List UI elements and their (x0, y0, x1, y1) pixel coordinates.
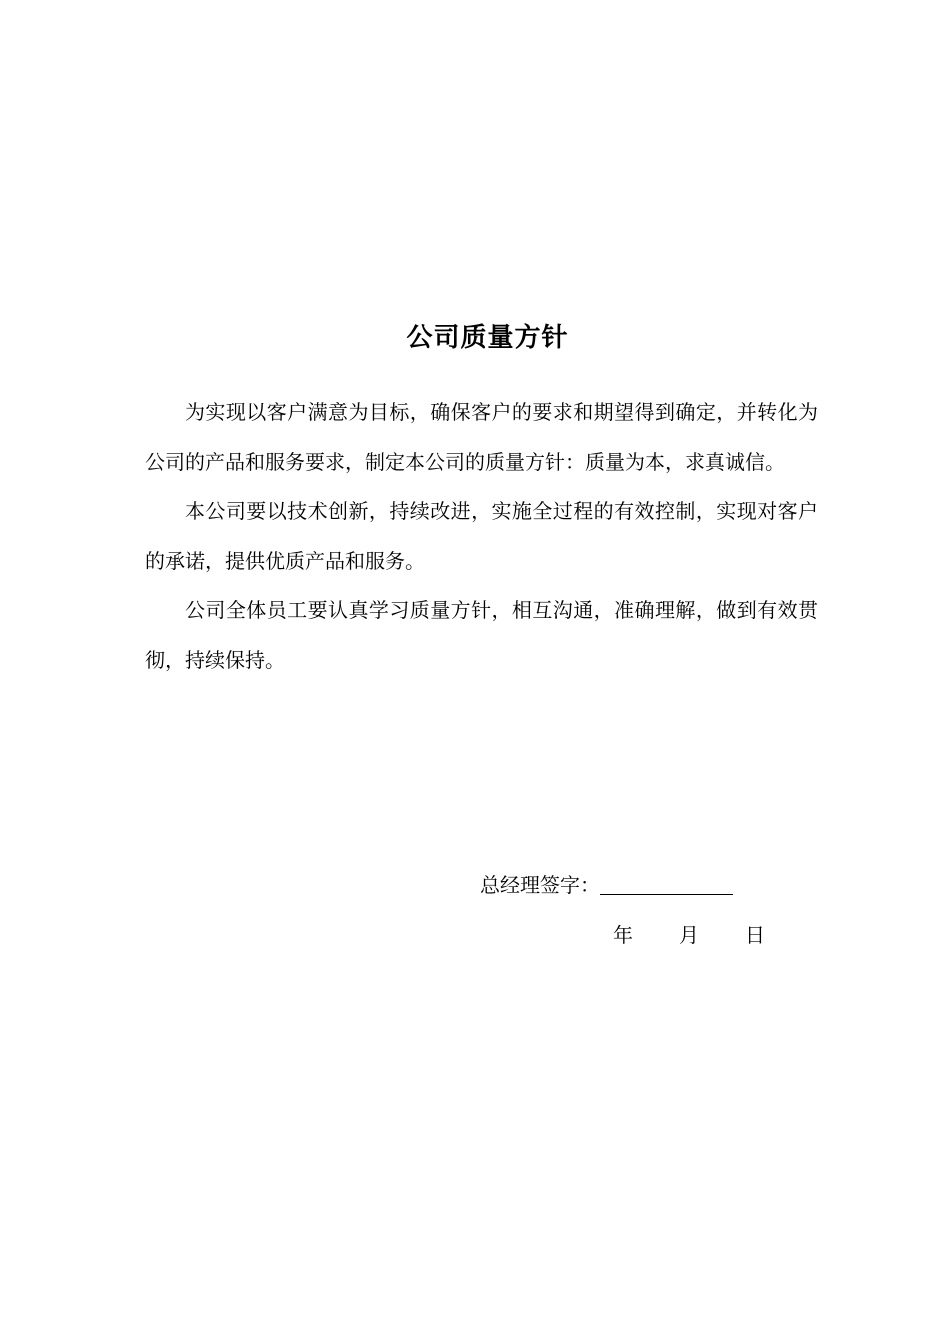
body-text (145, 388, 818, 685)
signature-row (480, 870, 733, 900)
page-title: 公司质量方针 (406, 323, 569, 353)
paragraph-implementation: 公司全体员工要认真学习质量方针，相互沟通，准确理解，做到有效贯彻，持续保持。 (145, 598, 818, 672)
date-row (613, 920, 765, 950)
date-month-label: 月 (679, 923, 699, 947)
signature-label: 总经理签字： (480, 873, 600, 897)
date-day-label: 日 (745, 923, 765, 947)
paragraph-objective: 为实现以客户满意为目标，确保客户的要求和期望得到确定，并转化为公司的产品和服务要求，制定本公司的质量方针：质量为本，求真诚信。 (145, 400, 818, 474)
date-year-label: 年 (613, 923, 633, 947)
paragraph-commitment: 本公司要以技术创新，持续改进，实施全过程的有效控制，实现对客户的承诺，提供优质产品和服务。 (145, 499, 818, 573)
signature-line (600, 870, 733, 895)
